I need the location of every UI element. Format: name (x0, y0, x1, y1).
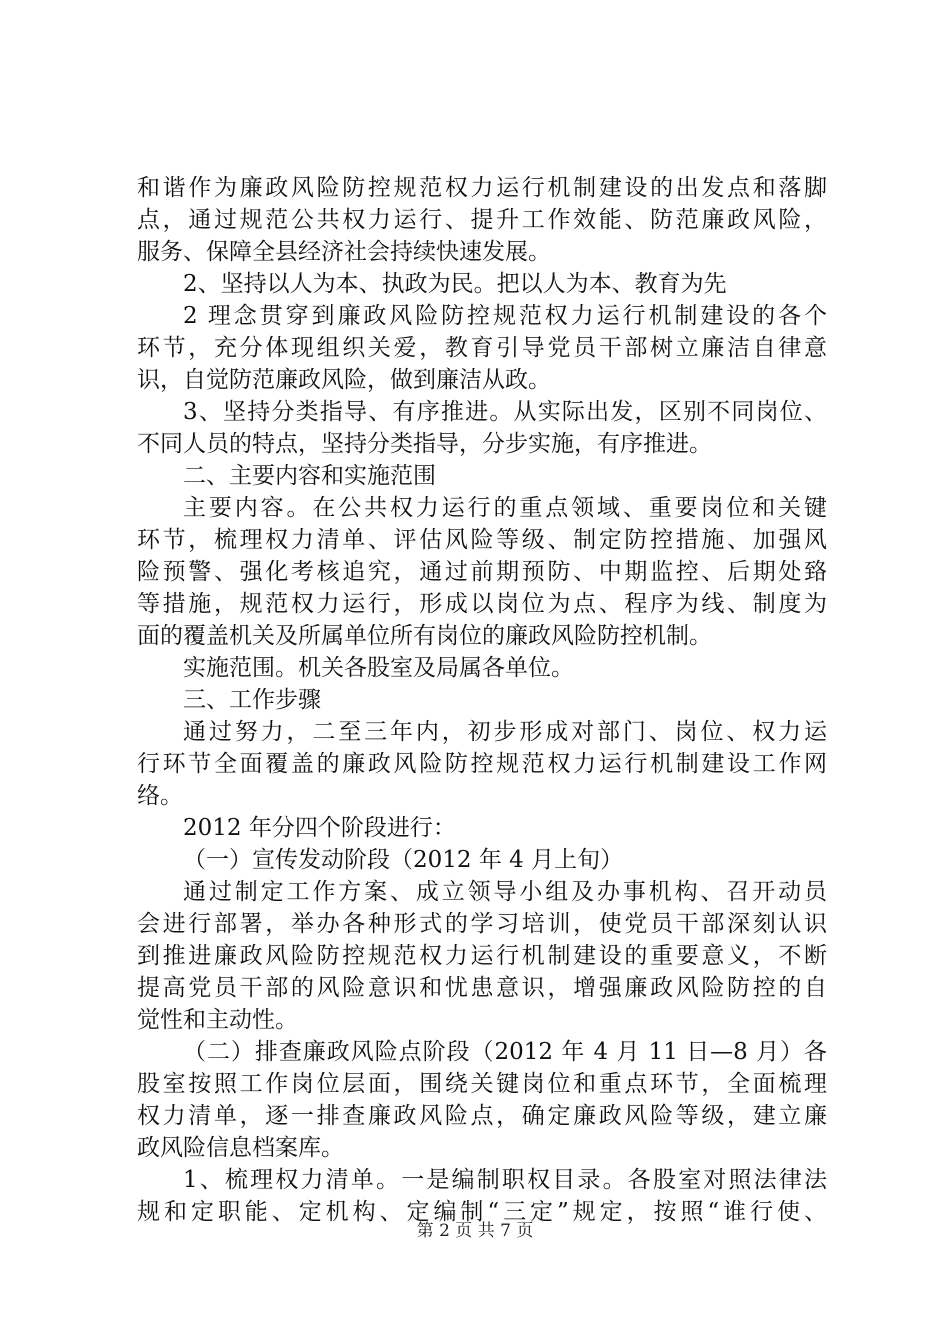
text-line: 规和定职能、定机构、定编制“三定”规定，按照“谁行使、 (137, 1199, 827, 1225)
text-line: 面的覆盖机关及所属单位所有岗位的廉政风险防控机制。 (137, 623, 712, 649)
text-line: 络。 (137, 783, 183, 809)
text-line: 3、坚持分类指导、有序推进。从实际出发，区别不同岗位、 (183, 399, 827, 425)
text-line: 2、坚持以人为本、执政为民。把以人为本、教育为先 (183, 271, 727, 297)
text-line: 2 理念贯穿到廉政风险防控规范权力运行机制建设的各个 (183, 303, 827, 329)
text-line: 服务、保障全县经济社会持续快速发展。 (137, 239, 551, 265)
text-line: 三、工作步骤 (183, 687, 321, 713)
text-line: 通过制定工作方案、成立领导小组及办事机构、召开动员 (183, 879, 827, 905)
text-line: （二）排查廉政风险点阶段（2012 年 4 月 11 日—8 月）各 (183, 1039, 827, 1065)
text-line: 二、主要内容和实施范围 (183, 463, 436, 489)
text-line: 险预警、强化考核追究，通过前期预防、中期监控、后期处臵 (137, 559, 827, 585)
text-line: 提高党员干部的风险意识和忧患意识，增强廉政风险防控的自 (137, 975, 827, 1001)
text-line: 环节，充分体现组织关爱，教育引导党员干部树立廉洁自律意 (137, 335, 827, 361)
text-line: 到推进廉政风险防控规范权力运行机制建设的重要意义，不断 (137, 943, 827, 969)
text-line: 主要内容。在公共权力运行的重点领域、重要岗位和关键 (183, 495, 827, 521)
text-line: 权力清单，逐一排查廉政风险点，确定廉政风险等级，建立廉 (137, 1103, 827, 1129)
text-line: 觉性和主动性。 (137, 1007, 298, 1033)
text-line: 实施范围。机关各股室及局属各单位。 (183, 655, 574, 681)
text-line: 点，通过规范公共权力运行、提升工作效能、防范廉政风险， (137, 207, 827, 233)
document-body (137, 172, 827, 1228)
text-line: 环节，梳理权力清单、评估风险等级、制定防控措施、加强风 (137, 527, 827, 553)
text-line: 行环节全面覆盖的廉政风险防控规范权力运行机制建设工作网 (137, 751, 827, 777)
text-line: 不同人员的特点，坚持分类指导，分步实施，有序推进。 (137, 431, 712, 457)
text-line: 1、梳理权力清单。一是编制职权目录。各股室对照法律法 (183, 1167, 827, 1193)
text-line: 识，自觉防范廉政风险，做到廉洁从政。 (137, 367, 551, 393)
text-line: 政风险信息档案库。 (137, 1135, 344, 1161)
text-line: 股室按照工作岗位层面，围绕关键岗位和重点环节，全面梳理 (137, 1071, 827, 1097)
text-line: （一）宣传发动阶段（2012 年 4 月上旬） (183, 847, 624, 873)
text-line: 通过努力，二至三年内，初步形成对部门、岗位、权力运 (183, 719, 827, 745)
text-line: 等措施，规范权力运行，形成以岗位为点、程序为线、制度为 (137, 591, 827, 617)
text-line: 2012 年分四个阶段进行： (183, 815, 456, 841)
text-line: 会进行部署，举办各种形式的学习培训，使党员干部深刻认识 (137, 911, 827, 937)
text-line: 和谐作为廉政风险防控规范权力运行机制建设的出发点和落脚 (137, 175, 827, 201)
page-footer: 第 2 页 共 7 页 (416, 1221, 534, 1241)
